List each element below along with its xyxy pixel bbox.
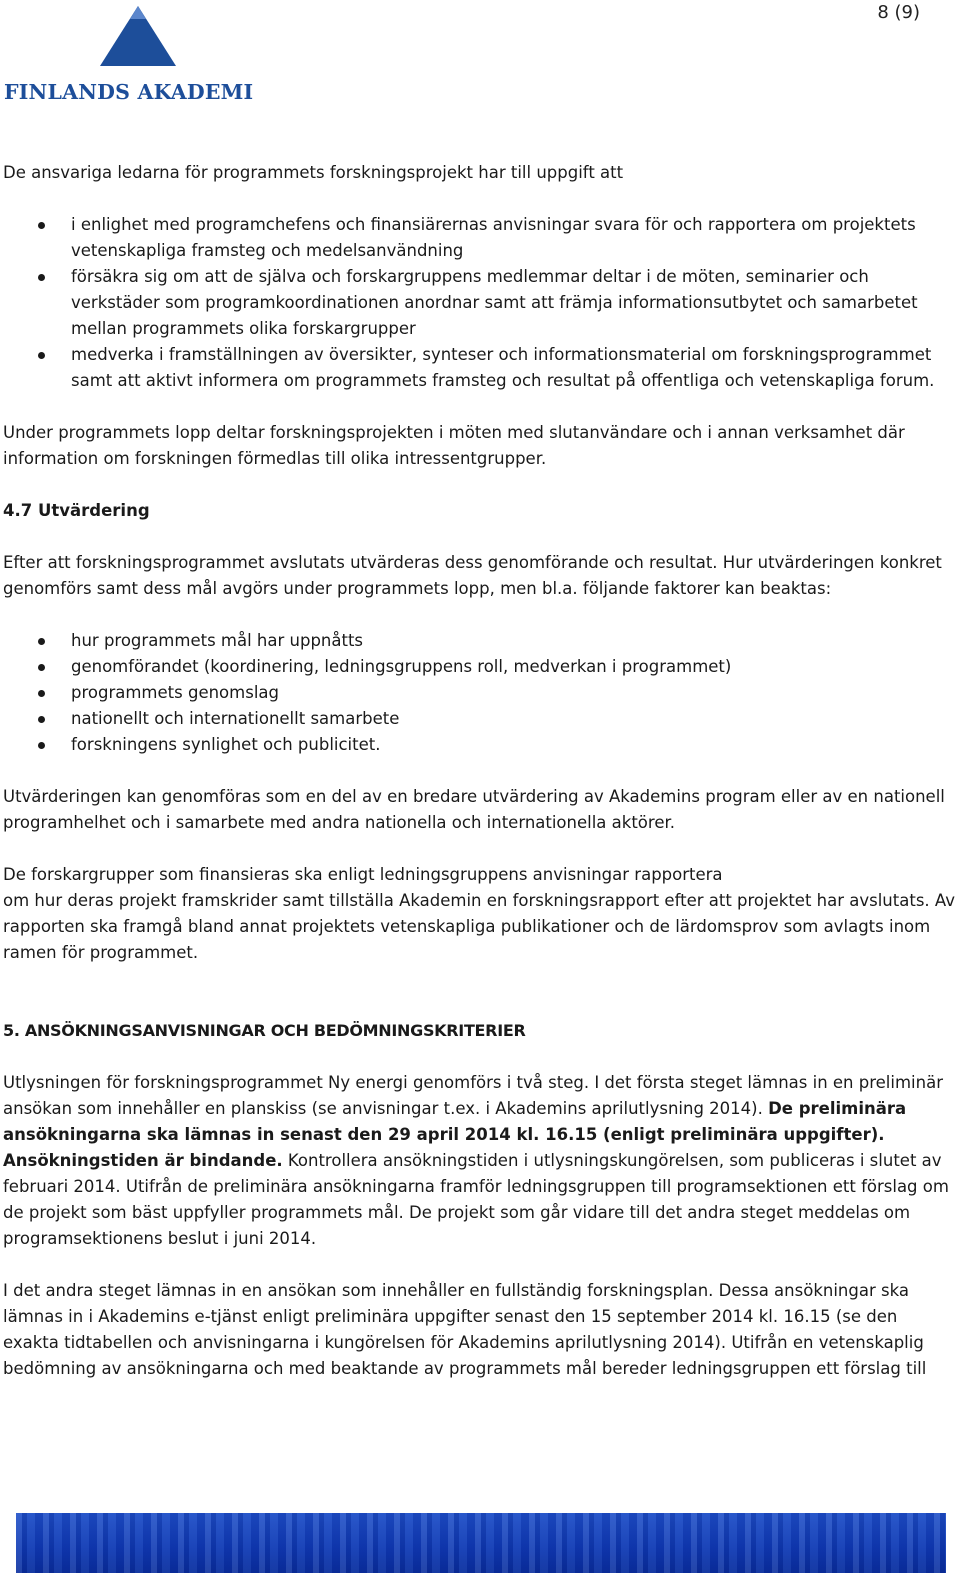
bullet-list-factors xyxy=(3,628,958,758)
paragraph-application-steps xyxy=(3,1070,958,1252)
paragraph-meetings: Under programmets lopp deltar forskningsprojekten i möten med slutanvändare och i annan verksamhet där information om forskningen förmedlas till olika intressentgrupper. xyxy=(3,423,905,468)
page-number: 8 (9) xyxy=(877,2,920,23)
list-item: genomförandet (koordinering, ledningsgruppens roll, medverkan i programmet) xyxy=(3,654,958,680)
list-item: medverka i framställningen av översikter, synteser och informationsmaterial om forskningsprogrammet samt att aktivt informera om programmets framsteg och resultat på offentliga och vetenskapliga forum. xyxy=(3,342,958,394)
finlands-akademi-logo xyxy=(4,4,270,104)
list-item: programmets genomslag xyxy=(3,680,958,706)
paragraph-second-step: I det andra steget lämnas in en ansökan som innehåller en fullständig forskningsplan. Dessa ansökningar ska lämnas in i Akademins e-tjänst enligt preliminära uppgifter senast den 15 september 2014 kl. 16.15 (se den exakta tidtabellen och anvisningarna i kungörelsen för Akademins aprilutlysning 2014). Utifrån en vetenskaplig bedömning av ansökningarna och med beaktande av programmets mål bereder ledningsgruppen ett förslag till xyxy=(3,1281,927,1378)
application-deadline-bold: De preliminära ansökningarna ska lämnas in senast den 29 april 2014 kl. 16.15 (enligt preliminära uppgifter). Ansökningstiden är bindande. xyxy=(3,1099,907,1170)
list-item: försäkra sig om att de själva och forskargruppens medlemmar deltar i de möten, seminarier och verkstäder som programkoordinationen anordnar samt att främja informationsutbytet och samarbetet mellan programmets olika forskargrupper xyxy=(3,264,958,342)
list-item: hur programmets mål har uppnåtts xyxy=(3,628,958,654)
bullet-list-responsibilities xyxy=(3,212,958,394)
paragraph-reporting xyxy=(3,862,958,966)
triangle-logo-icon xyxy=(96,4,180,74)
reporting-line-1: De forskargrupper som finansieras ska enligt ledningsgruppens anvisningar rapportera xyxy=(3,865,723,884)
application-text-1: Utlysningen för forskningsprogrammet Ny energi genomförs i två steg. I det första steget lämnas in en preliminär ansökan som innehåller en planskiss (se anvisningar t.ex. i Akademins aprilutlysning 2014). xyxy=(3,1073,943,1118)
document-body xyxy=(3,160,958,1408)
footer-band xyxy=(16,1513,946,1573)
application-text-2: Kontrollera ansökningstiden i utlysningskungörelsen, som publiceras i slutet av februari 2014. Utifrån de preliminära ansökningarna framför ledningsgruppen till programsektionen ett förslag om de projekt som bäst uppfyller programmets mål. De projekt som går vidare till det andra steget meddelas om programsektionens beslut i juni 2014. xyxy=(3,1151,949,1248)
paragraph-broader-evaluation: Utvärderingen kan genomföras som en del av en bredare utvärdering av Akademins program eller av en nationell programhelhet och i samarbete med andra nationella och internationella aktörer. xyxy=(3,787,945,832)
list-item: forskningens synlighet och publicitet. xyxy=(3,732,958,758)
reporting-rest: om hur deras projekt framskrider samt tillställa Akademin en forskningsrapport efter att projektet har avslutats. Av rapporten ska framgå bland annat projektets vetenskapliga publikationer och de lärdomsprov som avlagts inom ramen för programmet. xyxy=(3,891,955,962)
paragraph-evaluation: Efter att forskningsprogrammet avslutats utvärderas dess genomförande och resultat. Hur utvärderingen konkret genomförs samt dess mål avgörs under programmets lopp, men bl.a. följande faktorer kan beaktas: xyxy=(3,553,942,598)
paragraph-intro: De ansvariga ledarna för programmets forskningsprojekt har till uppgift att xyxy=(3,163,624,182)
list-item: nationellt och internationellt samarbete xyxy=(3,706,958,732)
list-item: i enlighet med programchefens och finansiärernas anvisningar svara för och rapportera om projektets vetenskapliga framsteg och medelsanvändning xyxy=(3,212,958,264)
section-heading-5: 5. ANSÖKNINGSANVISNINGAR OCH BEDÖMNINGSKRITERIER xyxy=(3,1021,526,1040)
logo-wordmark: FINLANDS AKADEMI xyxy=(4,80,254,104)
section-heading-4-7: 4.7 Utvärdering xyxy=(3,501,150,520)
